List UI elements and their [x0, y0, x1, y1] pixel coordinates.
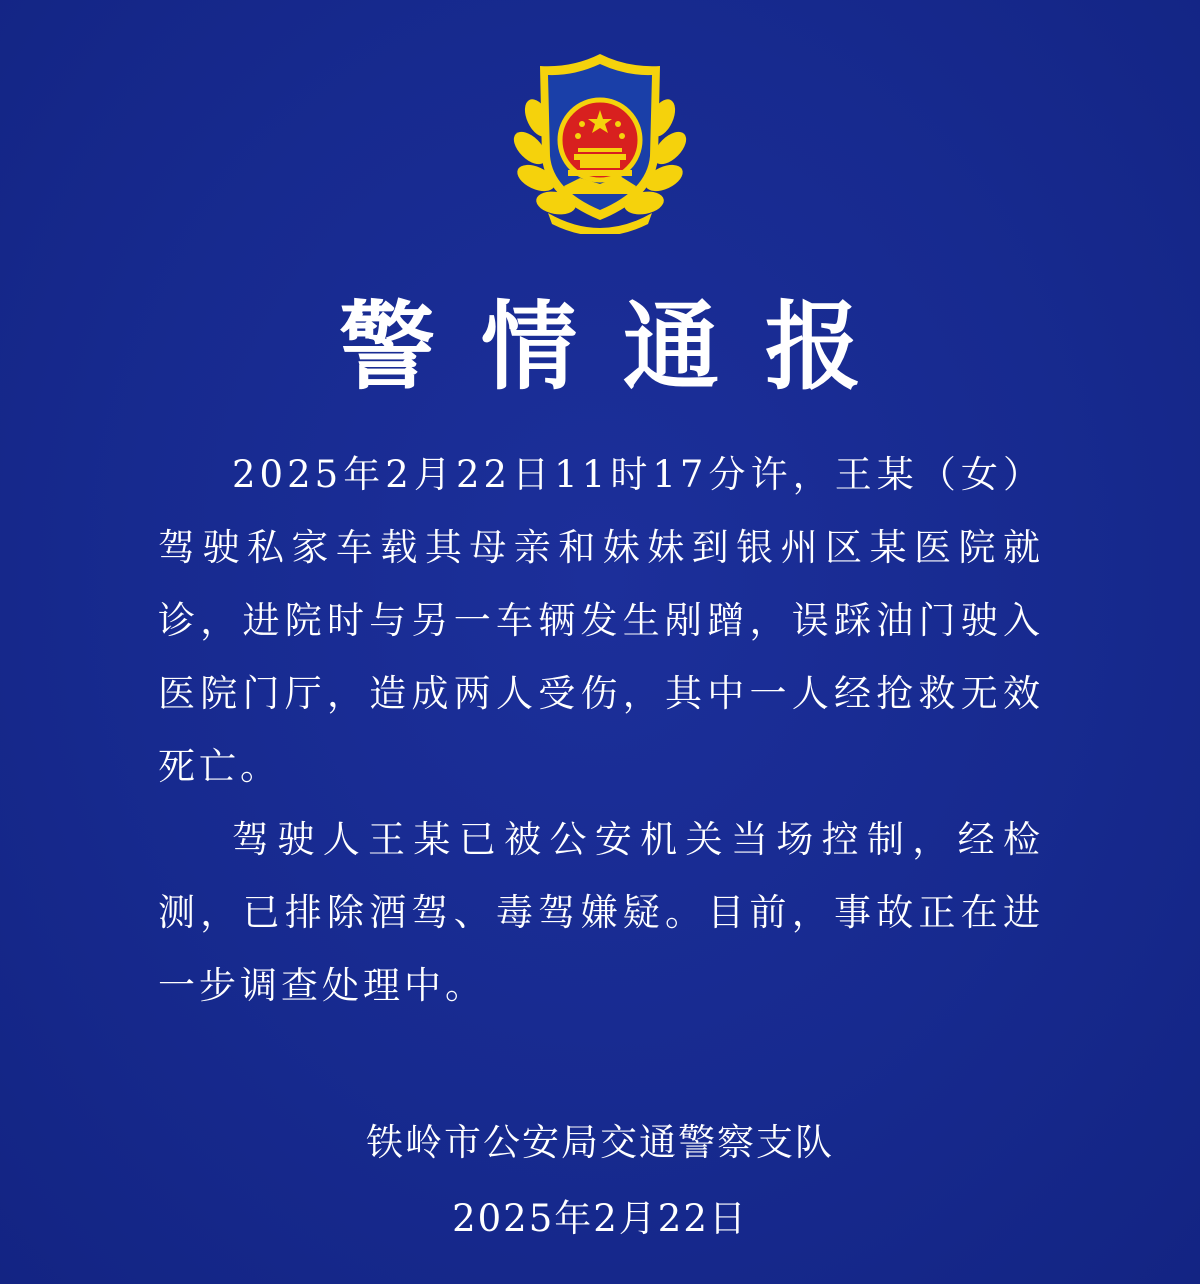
- issue-date: 2025年2月22日: [452, 1197, 748, 1240]
- police-emblem-icon: [508, 48, 692, 234]
- notice-body: [158, 438, 1044, 1022]
- issuing-organization: 铁岭市公安局交通警察支队: [366, 1121, 834, 1164]
- paragraph: 2025年2月22日11时17分许，王某（女）驾驶私家车载其母亲和妹妹到银州区某医院就诊，进院时与另一车辆发生剐蹭，误踩油门驶入医院门厅，造成两人受伤，其中一人经抢救无效死亡。: [158, 453, 1044, 788]
- page-title: 警情通报: [339, 291, 907, 403]
- paragraph: 驾驶人王某已被公安机关当场控制，经检测，已排除酒驾、毒驾嫌疑。目前，事故正在进一步调查处理中。: [158, 818, 1044, 1007]
